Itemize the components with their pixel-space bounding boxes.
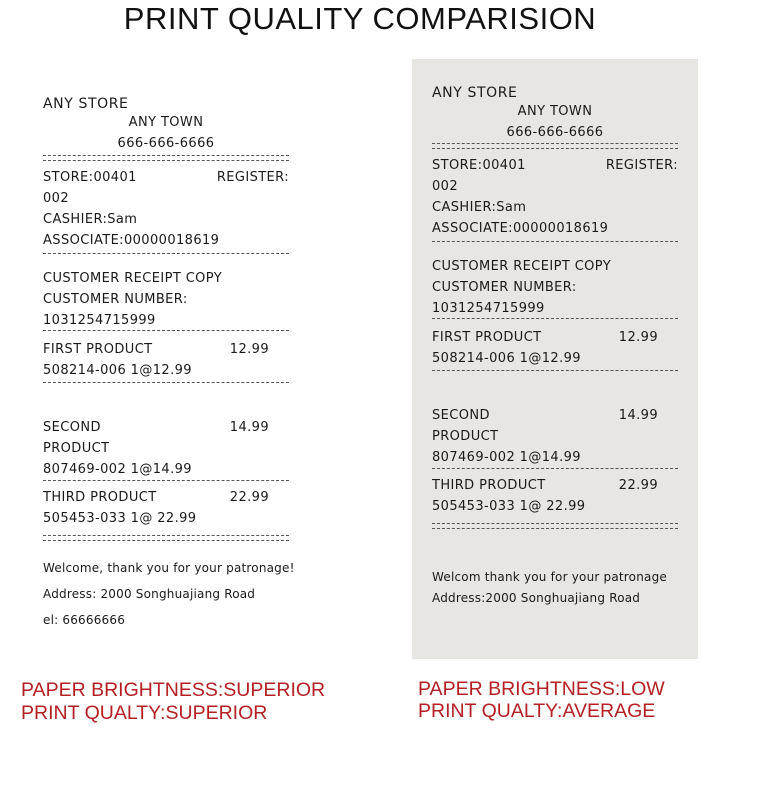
store-address: Address:2000 Songhuajiang Road bbox=[432, 591, 641, 605]
cashier: CASHIER:Sam bbox=[43, 212, 138, 227]
item-name: FIRST PRODUCT bbox=[432, 330, 542, 345]
item-row bbox=[43, 417, 289, 438]
page-title: PRINT QUALITY COMPARISION bbox=[123, 1, 597, 36]
receipt-copy-label: CUSTOMER RECEIPT COPY bbox=[432, 259, 612, 274]
customer-number: 1031254715999 bbox=[43, 313, 156, 328]
item-code: 807469-002 1@14.99 bbox=[43, 462, 192, 477]
register-label: REGISTER: bbox=[605, 158, 678, 173]
store-id: STORE:00401 bbox=[43, 170, 137, 185]
item-name: THIRD PRODUCT bbox=[43, 490, 157, 505]
item-price: 22.99 bbox=[618, 478, 658, 493]
item-code: 505453-033 1@ 22.99 bbox=[43, 511, 197, 526]
item-price: 12.99 bbox=[229, 342, 269, 357]
item-name: SECOND bbox=[432, 408, 490, 423]
item-price: 22.99 bbox=[229, 490, 269, 505]
associate: ASSOCIATE:00000018619 bbox=[43, 233, 220, 248]
item-price: 14.99 bbox=[618, 408, 658, 423]
store-town: ANY TOWN bbox=[128, 115, 204, 130]
store-address: Address: 2000 Songhuajiang Road bbox=[43, 587, 256, 601]
store-name: ANY STORE bbox=[43, 96, 129, 112]
register-number: 002 bbox=[43, 191, 70, 206]
receipt-superior bbox=[22, 71, 309, 671]
right-print-quality-caption: PRINT QUALTY:AVERAGE bbox=[418, 700, 656, 722]
item-row bbox=[432, 475, 678, 496]
item-code: 508214-006 1@12.99 bbox=[43, 363, 192, 378]
register-label: REGISTER: bbox=[216, 170, 289, 185]
item-row bbox=[43, 487, 289, 508]
item-price: 12.99 bbox=[618, 330, 658, 345]
customer-number-label: CUSTOMER NUMBER: bbox=[432, 280, 577, 295]
item-code: 508214-006 1@12.99 bbox=[432, 351, 581, 366]
item-row bbox=[432, 327, 678, 348]
cashier: CASHIER:Sam bbox=[432, 200, 527, 215]
item-name: FIRST PRODUCT bbox=[43, 342, 153, 357]
left-paper-brightness-caption: PAPER BRIGHTNESS:SUPERIOR bbox=[21, 679, 326, 701]
store-id: STORE:00401 bbox=[432, 158, 526, 173]
receipt-average bbox=[412, 59, 698, 659]
item-name: SECOND bbox=[43, 420, 101, 435]
store-town: ANY TOWN bbox=[517, 104, 593, 119]
item-row bbox=[43, 339, 289, 360]
right-paper-brightness-caption: PAPER BRIGHTNESS:LOW bbox=[418, 678, 665, 700]
customer-number: 1031254715999 bbox=[432, 301, 545, 316]
item-row bbox=[432, 405, 678, 426]
item-name-continued: PRODUCT bbox=[432, 429, 499, 444]
associate: ASSOCIATE:00000018619 bbox=[432, 221, 609, 236]
welcome-message: Welcom thank you for your patronage bbox=[432, 570, 667, 584]
store-name: ANY STORE bbox=[432, 85, 518, 101]
item-code: 807469-002 1@14.99 bbox=[432, 450, 581, 465]
customer-number-label: CUSTOMER NUMBER: bbox=[43, 292, 188, 307]
item-name-continued: PRODUCT bbox=[43, 441, 110, 456]
left-print-quality-caption: PRINT QUALTY:SUPERIOR bbox=[21, 702, 268, 724]
item-name: THIRD PRODUCT bbox=[432, 478, 546, 493]
item-price: 14.99 bbox=[229, 420, 269, 435]
receipt-copy-label: CUSTOMER RECEIPT COPY bbox=[43, 271, 223, 286]
store-phone: 666-666-6666 bbox=[117, 136, 215, 151]
store-register-row bbox=[432, 155, 678, 176]
item-code: 505453-033 1@ 22.99 bbox=[432, 499, 586, 514]
store-tel: el: 66666666 bbox=[43, 613, 126, 627]
register-number: 002 bbox=[432, 179, 459, 194]
store-phone: 666-666-6666 bbox=[506, 125, 604, 140]
welcome-message: Welcome, thank you for your patronage! bbox=[43, 561, 295, 575]
store-register-row bbox=[43, 167, 289, 188]
